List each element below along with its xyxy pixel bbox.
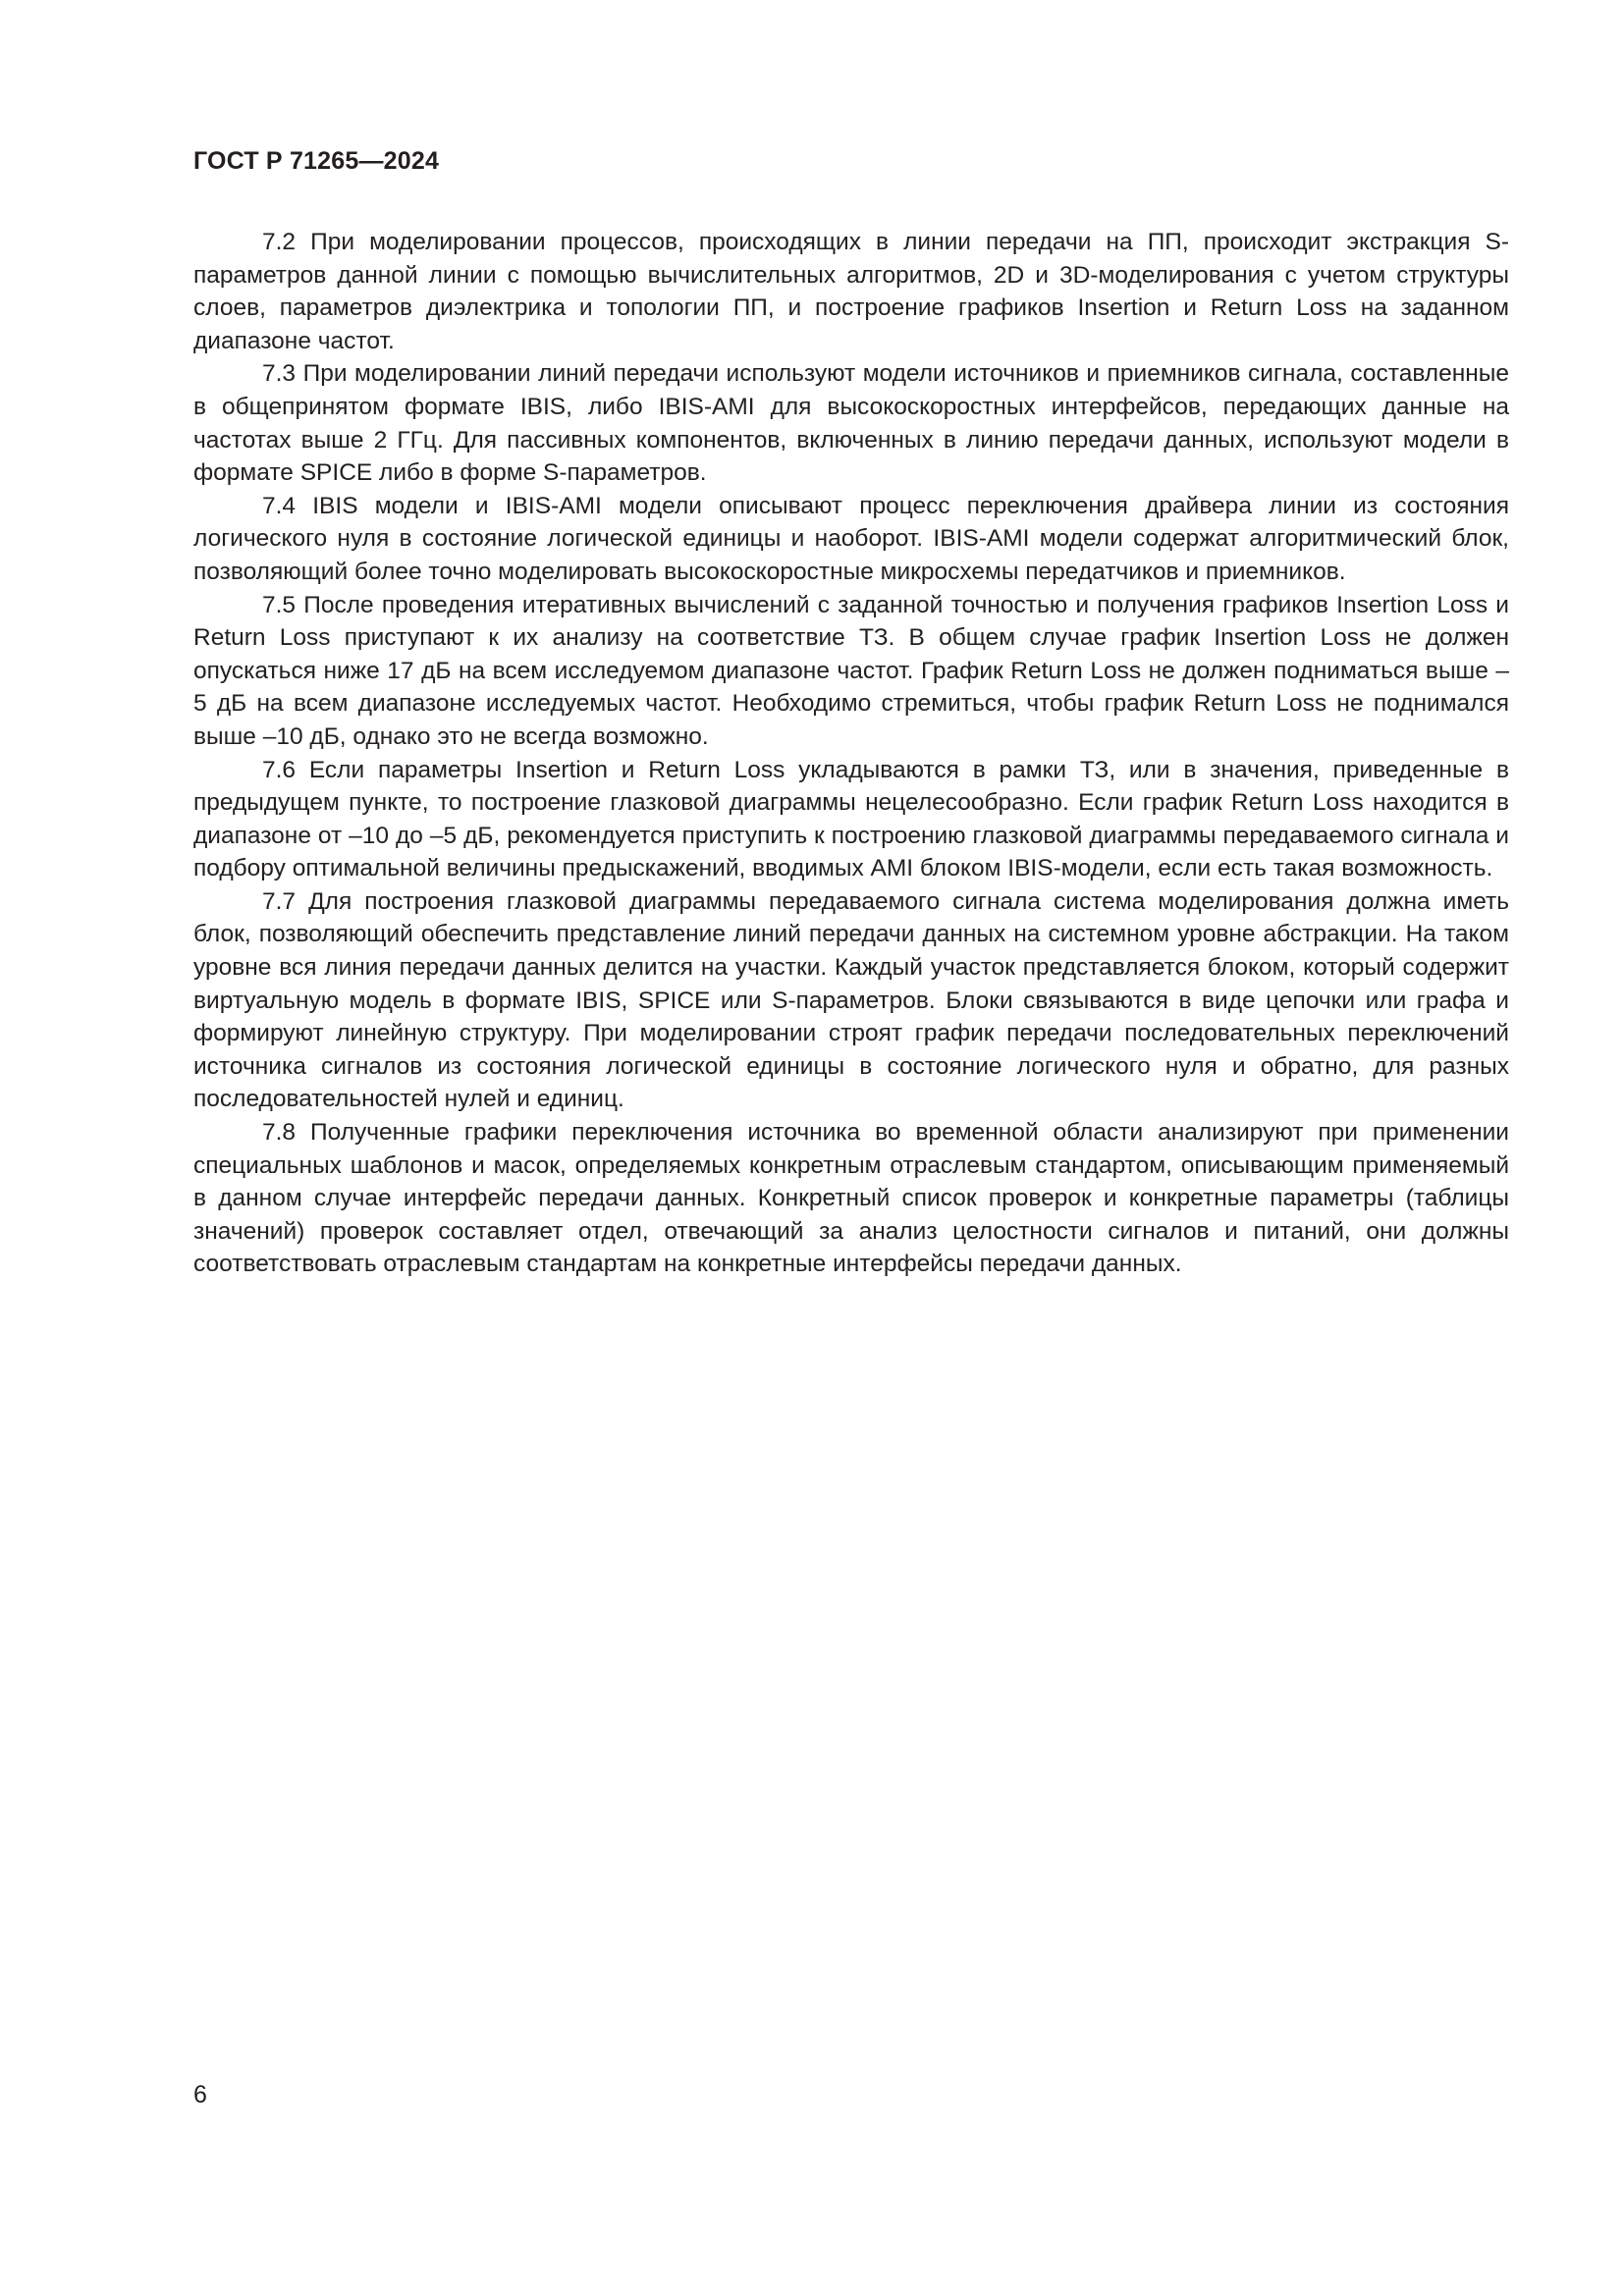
paragraph-7-2: 7.2 При моделировании процессов, происходящих в линии передачи на ПП, происходит экстракция S-параметров данной линии с помощью вычислительных алгоритмов, 2D и 3D-моделирования с учетом структуры слоев, параметров диэлектрика и топологии ПП, и построение графиков Insertion и Return Loss на заданном диапазоне частот. <box>193 229 1509 354</box>
paragraph-7-5: 7.5 После проведения итеративных вычислений с заданной точностью и получения графиков Insertion Loss и Return Loss приступают к их анализу на соответствие ТЗ. В общем случае график Insertion Loss не должен опускаться ниже 17 дБ на всем исследуемом диапазоне частот. График Return Loss не должен подниматься выше –5 дБ на всем диапазоне исследуемых частот. Необходимо стремиться, чтобы график Return Loss не поднимался выше –10 дБ, однако это не всегда возможно. <box>193 591 1509 750</box>
paragraph-7-3: 7.3 При моделировании линий передачи используют модели источников и приемников сигнала, составленные в общепринятом формате IBIS, либо IBIS-AMI для высокоскоростных интерфейсов, передающих данные на частотах выше 2 ГГц. Для пассивных компонентов, включенных в линию передачи данных, используют модели в формате SPICE либо в форме S-параметров. <box>193 360 1509 487</box>
document-header: ГОСТ Р 71265—2024 <box>193 147 440 175</box>
paragraph-7-4: 7.4 IBIS модели и IBIS-AMI модели описывают процесс переключения драйвера линии из состояния логического нуля в состояние логической единицы и наоборот. IBIS-AMI модели содержат алгоритмический блок, позволяющий более точно моделировать высокоскоростные микросхемы передатчиков и приемников. <box>193 492 1509 585</box>
paragraph-7-6: 7.6 Если параметры Insertion и Return Loss укладываются в рамки ТЗ, или в значения, приведенные в предыдущем пункте, то построение глазковой диаграммы нецелесообразно. Если график Return Loss находится в диапазоне от –10 до –5 дБ, рекомендуется приступить к построению глазковой диаграммы передаваемого сигнала и подбору оптимальной величины предыскажений, вводимых AMI блоком IBIS-модели, если есть такая возможность. <box>193 756 1509 882</box>
document-body <box>193 226 1509 1281</box>
paragraph-7-8: 7.8 Полученные графики переключения источника во временной области анализируют при применении специальных шаблонов и масок, определяемых конкретным отраслевым стандартом, описывающим применяемый в данном случае интерфейс передачи данных. Конкретный список проверок и конкретные параметры (таблицы значений) проверок составляет отдел, отвечающий за анализ целостности сигналов и питаний, они должны соответствовать отраслевым стандартам на конкретные интерфейсы передачи данных. <box>193 1119 1509 1278</box>
paragraph-7-7: 7.7 Для построения глазковой диаграммы передаваемого сигнала система моделирования должна иметь блок, позволяющий обеспечить представление линий передачи данных на системном уровне абстракции. На таком уровне вся линия передачи данных делится на участки. Каждый участок представляется блоком, который содержит виртуальную модель в формате IBIS, SPICE или S-параметров. Блоки связываются в виде цепочки или графа и формируют линейную структуру. При моделировании строят график передачи последовательных переключений источника сигналов из состояния логической единицы в состояние логического нуля и обратно, для разных последовательностей нулей и единиц. <box>193 887 1509 1113</box>
page-number: 6 <box>193 2081 207 2109</box>
